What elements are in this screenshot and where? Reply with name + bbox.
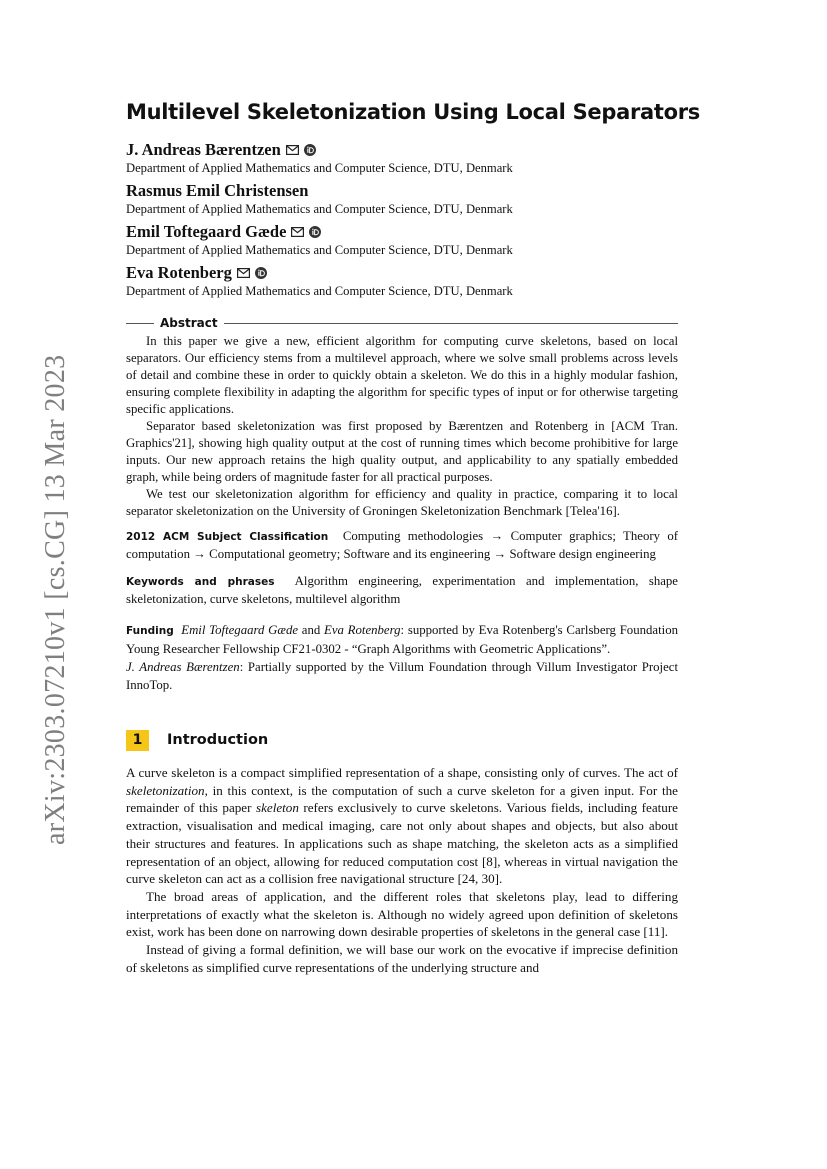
abstract-heading	[126, 314, 678, 332]
author-name	[126, 222, 686, 242]
funding-text: : Partially supported by the Villum Foundation through Villum Investigator Project InnoTop.	[126, 660, 678, 692]
author-affiliation: Department of Applied Mathematics and Computer Science, DTU, Denmark	[126, 284, 513, 298]
acm-classification	[126, 528, 678, 563]
funding-text: : supported by Eva Rotenberg's Carlsberg Foundation Young Researcher Fellowship CF21-0302 - “Graph Algorithms with Geometric Applications”.	[126, 623, 678, 656]
abstract-body	[126, 333, 678, 520]
intro-paragraph: A curve skeleton is a compact simplified representation of a shape, consisting only of curves. The act of skeletonization, in this context, is the computation of such a curve skeleton for a given input. For the remainder of this paper skeleton refers exclusively to curve skeletons. Various fields, including feature extraction, visualisation and medical imaging, care not only about shapes and objects, but also about their structures and features. In applications such as shape matching, the skeleton acts as a simplified representation of an object, allowing for reduced computation cost [8], whereas in virtual navigation the curve skeleton can act as a collision free navigational structure [24, 30].	[126, 765, 678, 887]
keywords-label: Keywords and phrases	[126, 576, 275, 588]
abstract-label: Abstract	[160, 316, 218, 330]
author-name	[126, 181, 686, 201]
divider	[126, 323, 154, 324]
keywords	[126, 573, 678, 608]
divider	[224, 323, 678, 324]
intro-paragraph: The broad areas of application, and the different roles that skeletons play, lead to differing interpretations of exactly what the skeleton is. Although no widely agreed upon definition of skeletons exist, work has been done on narrowing down desirable properties of skeletons in the general case [11].	[126, 888, 678, 940]
intro-paragraph: Instead of giving a formal definition, we will base our work on the evocative if imprecise definition of skeletons as simplified curve representations of the underlying structure and	[126, 942, 678, 975]
funding-name: Eva Rotenberg	[324, 623, 401, 637]
abstract-paragraph: In this paper we give a new, efficient algorithm for computing curve skeletons, based on local separators. Our efficiency stems from a multilevel approach, where we solve small problems across levels of detail and combine these in order to quickly obtain a skeleton. We do this in a highly modular fashion, ensuring complete flexibility in adapting the algorithm for specific types of input or for otherwise targeting specific applications.	[126, 334, 678, 416]
author-affiliation: Department of Applied Mathematics and Computer Science, DTU, Denmark	[126, 161, 513, 175]
author-name-text: Eva Rotenberg	[126, 263, 232, 282]
author-name-text: Emil Toftegaard Gæde	[126, 222, 287, 241]
acm-text: Computing methodologies → Computer graphics; Theory of computation → Computational geometry; Software and its engineering → Software design engineering	[126, 529, 678, 561]
author-block	[126, 263, 686, 299]
abstract-paragraph: We test our skeletonization algorithm for efficiency and quality in practice, comparing it to local separator skeletonization on the University of Groningen Skeletonization Benchmark [Telea'16].	[126, 487, 678, 518]
author-affiliation: Department of Applied Mathematics and Computer Science, DTU, Denmark	[126, 202, 513, 216]
section-number: 1	[126, 730, 149, 751]
mail-icon[interactable]	[237, 268, 250, 278]
author-name-text: J. Andreas Bærentzen	[126, 140, 281, 159]
author-name-text: Rasmus Emil Christensen	[126, 181, 309, 200]
funding-name: J. Andreas Bærentzen	[126, 660, 240, 674]
keywords-text: Algorithm engineering, experimentation and implementation, shape skeletonization, curve skeletons, multilevel algorithm	[126, 574, 678, 606]
orcid-icon[interactable]	[255, 267, 267, 279]
author-name	[126, 140, 686, 160]
funding-label: Funding	[126, 625, 174, 637]
paper-title: Multilevel Skeletonization Using Local Separators	[126, 100, 701, 124]
author-block	[126, 181, 686, 217]
section-heading	[126, 729, 268, 751]
author-block	[126, 140, 686, 176]
abstract-paragraph: Separator based skeletonization was first proposed by Bærentzen and Rotenberg in [ACM Tran. Graphics'21], showing high quality output at the cost of running times which become prohibitive for large inputs. Our new approach retains the high quality output, and applicability to any spatially embedded graph, while being orders of magnitude faster for all practical purposes.	[126, 419, 678, 484]
arxiv-stamp: arXiv:2303.07210v1 [cs.CG] 13 Mar 2023	[40, 354, 71, 845]
funding: Funding Emil Toftegaard Gæde and Eva Rotenberg: supported by Eva Rotenberg's Carlsberg Foundation Young Researcher Fellowship CF21-0302 - “Graph Algorithms with Geometric Applications”. J. Andreas Bærentzen: Partially supported by the Villum Foundation through Villum Investigator Project InnoTop.	[126, 623, 678, 692]
author-block	[126, 222, 686, 258]
mail-icon[interactable]	[291, 227, 304, 237]
section-title: Introduction	[167, 732, 269, 748]
funding-name: Emil Toftegaard Gæde	[181, 623, 299, 637]
introduction-body	[126, 764, 678, 976]
orcid-icon[interactable]	[304, 144, 316, 156]
mail-icon[interactable]	[286, 145, 299, 155]
orcid-icon[interactable]	[309, 226, 321, 238]
author-name	[126, 263, 686, 283]
author-affiliation: Department of Applied Mathematics and Computer Science, DTU, Denmark	[126, 243, 513, 257]
acm-label: 2012 ACM Subject Classification	[126, 531, 329, 543]
